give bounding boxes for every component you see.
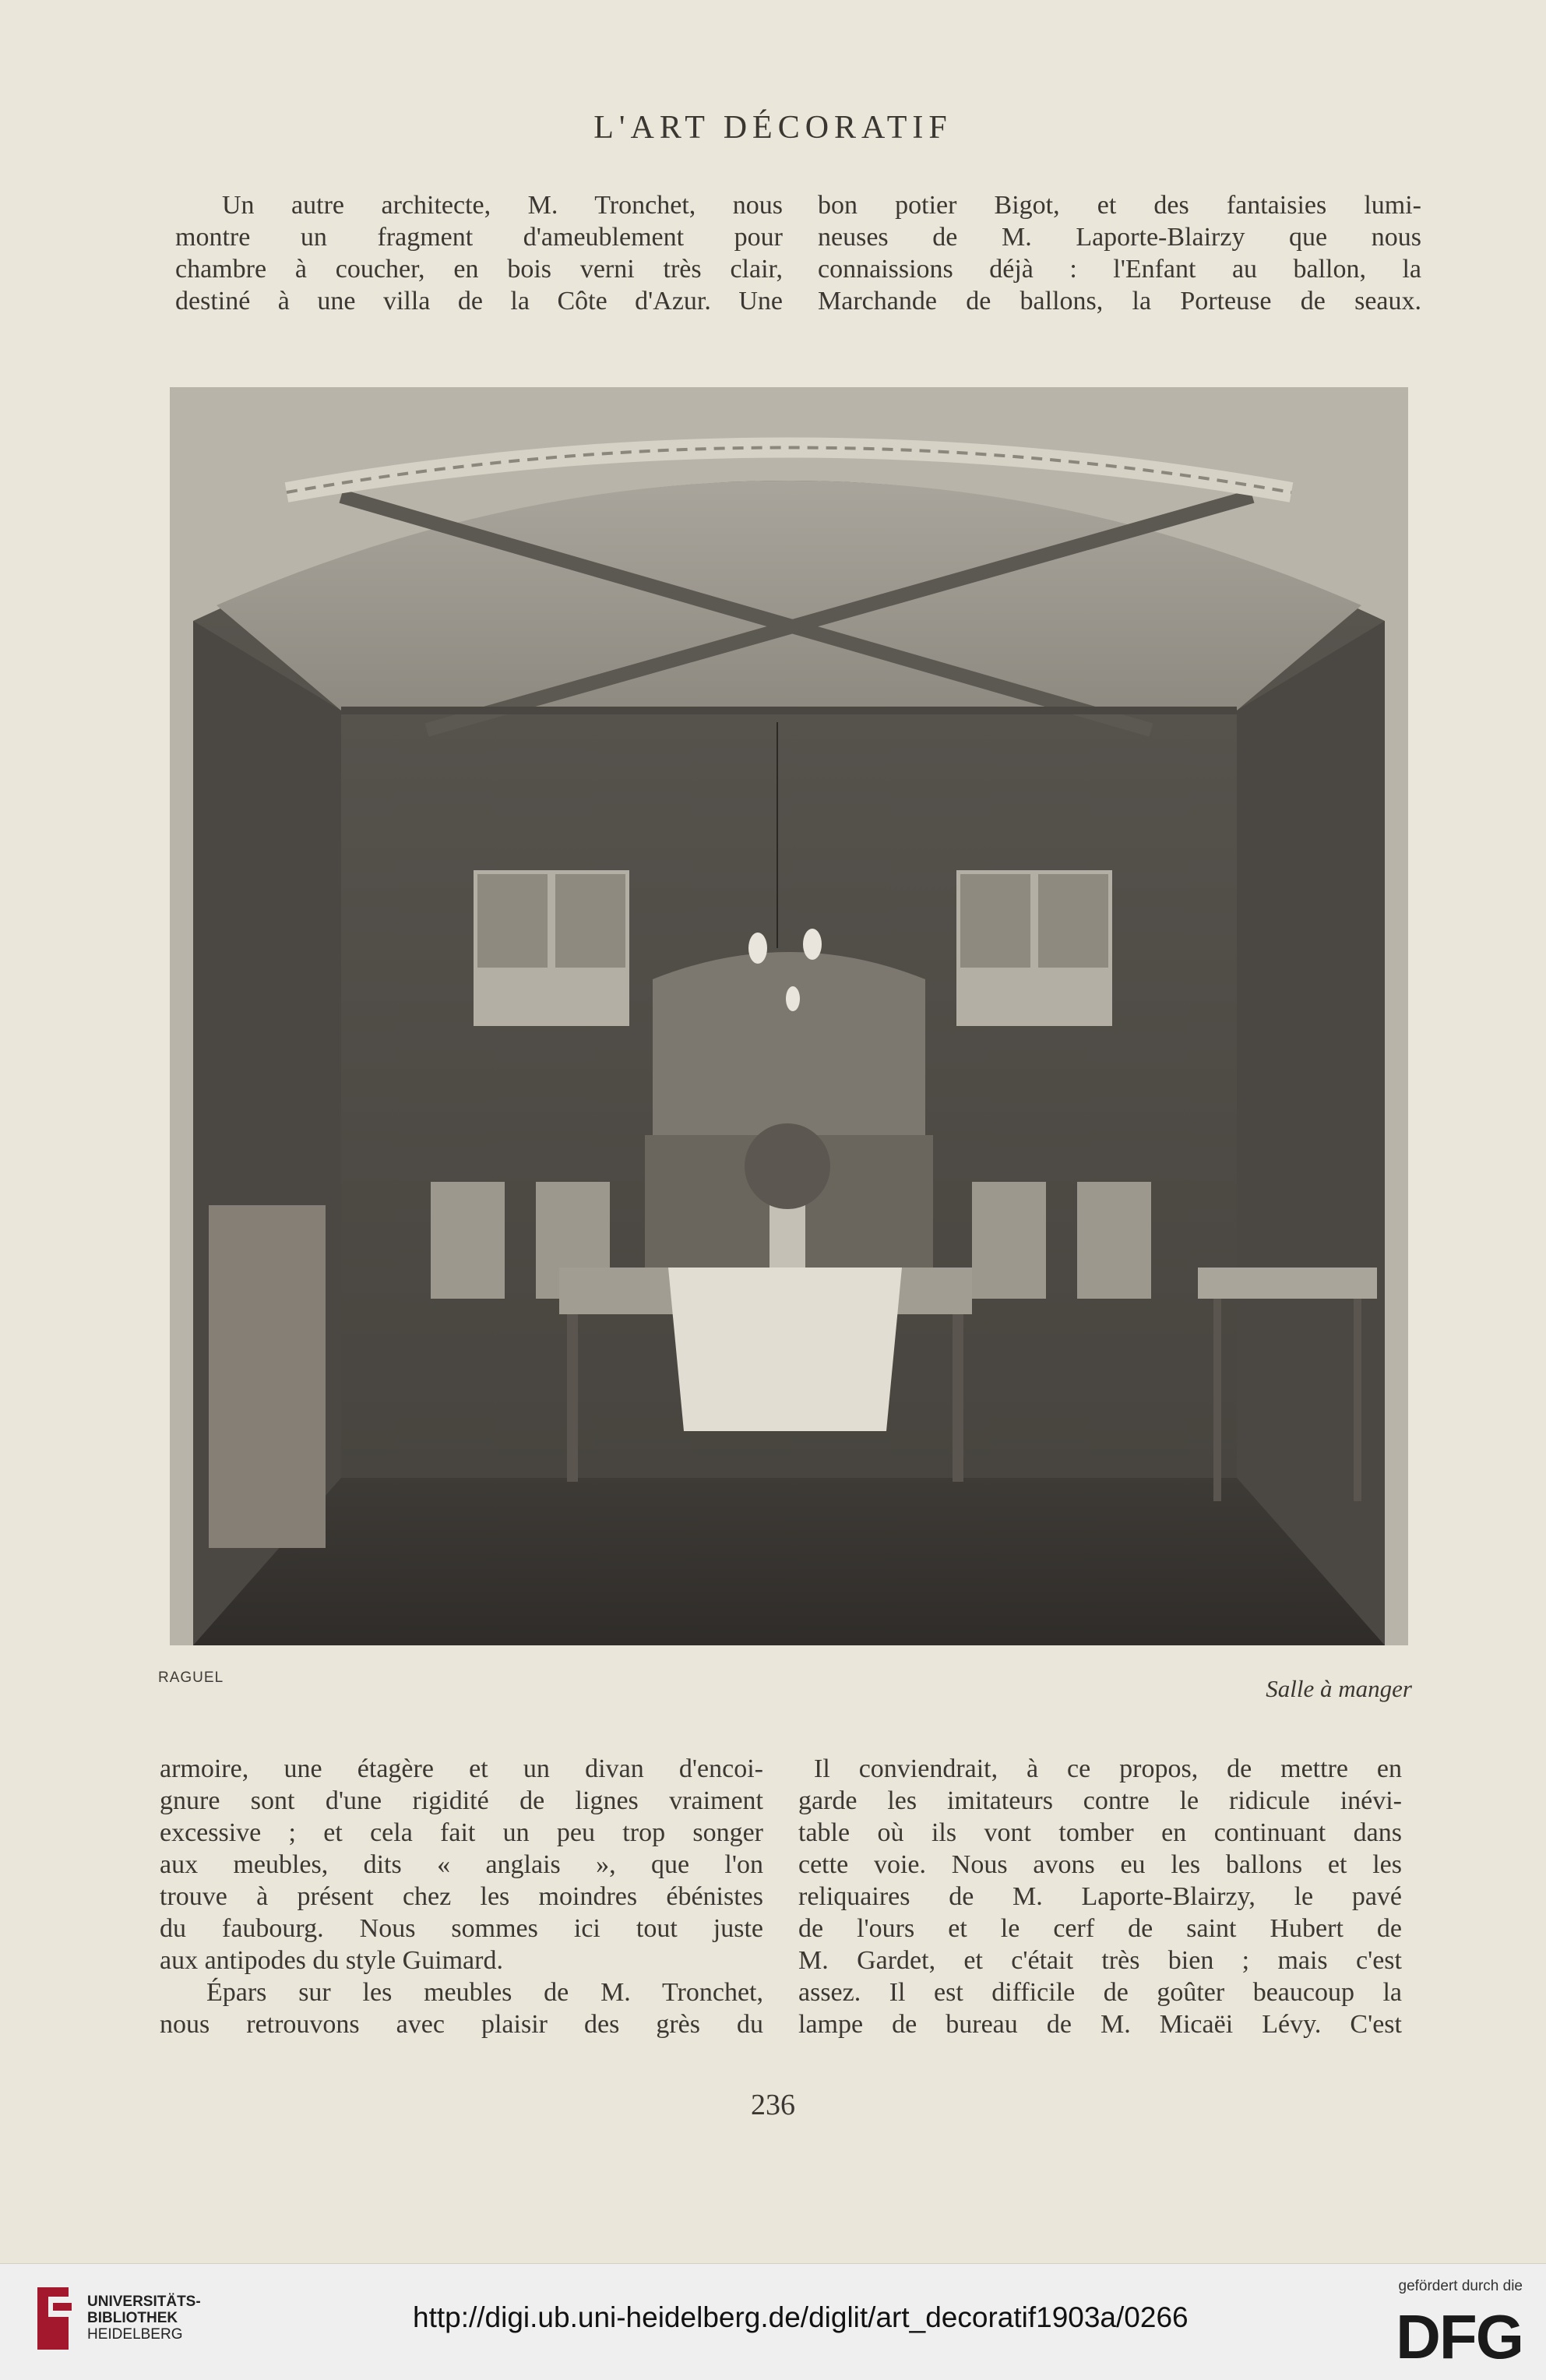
institution-line: HEIDELBERG xyxy=(87,2326,183,2343)
text-line: chambre à coucher, en bois verni très clair, xyxy=(175,255,783,284)
text-line: connaissions déjà : l'Enfant au ballon, la xyxy=(818,255,1421,284)
dfg-logo: DFG xyxy=(1396,2302,1523,2371)
text-line: M. Gardet, et c'était très bien ; mais c'est xyxy=(798,1946,1402,1975)
text-column-bottom-right xyxy=(798,1753,1402,2040)
text-line: destiné à une villa de la Côte d'Azur. Une xyxy=(175,287,783,316)
text-line: excessive ; et cela fait un peu trop songer xyxy=(160,1818,763,1847)
text-line: assez. Il est difficile de goûter beaucoup la xyxy=(798,1978,1402,2007)
funding-note: gefördert durch die xyxy=(1398,2278,1523,2294)
text-line: neuses de M. Laporte-Blairzy que nous xyxy=(818,223,1421,252)
text-line: aux meubles, dits « anglais », que l'on xyxy=(160,1850,763,1879)
text-line: reliquaires de M. Laporte-Blairzy, le pavé xyxy=(798,1882,1402,1911)
text-line: aux antipodes du style Guimard. xyxy=(160,1946,503,1975)
text-line: lampe de bureau de M. Micaëi Lévy. C'est xyxy=(798,2010,1402,2039)
running-head: L'ART DÉCORATIF xyxy=(593,110,953,146)
text-line: bon potier Bigot, et des fantaisies lumi- xyxy=(818,191,1421,220)
text-line: Un autre architecte, M. Tronchet, nous xyxy=(222,191,783,220)
institution-line: UNIVERSITÄTS- xyxy=(87,2294,201,2310)
text-line: garde les imitateurs contre le ridicule inévi- xyxy=(798,1786,1402,1815)
text-line: trouve à présent chez les moindres ébénistes xyxy=(160,1882,763,1911)
text-line: Épars sur les meubles de M. Tronchet, xyxy=(206,1978,763,2007)
text-line: de l'ours et le cerf de saint Hubert de xyxy=(798,1914,1402,1943)
text-line: nous retrouvons avec plaisir des grès du xyxy=(160,2010,763,2039)
permalink-url[interactable]: http://digi.ub.uni-heidelberg.de/diglit/art_decoratif1903a/0266 xyxy=(413,2301,1189,2333)
text-line: Marchande de ballons, la Porteuse de seaux. xyxy=(818,287,1421,316)
text-line: armoire, une étagère et un divan d'encoi- xyxy=(160,1754,763,1783)
institution-line: BIBLIOTHEK xyxy=(87,2310,178,2326)
text-column-bottom-left xyxy=(160,1753,763,2040)
digitization-footer xyxy=(0,2263,1546,2380)
page-number: 236 xyxy=(751,2089,795,2121)
text-column-top-right xyxy=(818,189,1421,317)
institution-name xyxy=(87,2294,201,2343)
text-column-top-left xyxy=(175,189,783,317)
text-line: Il conviendrait, à ce propos, de mettre en xyxy=(814,1754,1402,1783)
photo-caption: Salle à manger xyxy=(1266,1675,1412,1702)
ub-heidelberg-logo-icon xyxy=(31,2280,78,2357)
photo-credit: RAGUEL xyxy=(158,1670,224,1686)
text-line: cette voie. Nous avons eu les ballons et les xyxy=(798,1850,1402,1879)
text-line: table où ils vont tomber en continuant dans xyxy=(798,1818,1402,1847)
text-line: gnure sont d'une rigidité de lignes vraiment xyxy=(160,1786,763,1815)
dining-room-photograph xyxy=(170,387,1408,1645)
text-line: montre un fragment d'ameublement pour xyxy=(175,223,783,252)
text-line: du faubourg. Nous sommes ici tout juste xyxy=(160,1914,763,1943)
